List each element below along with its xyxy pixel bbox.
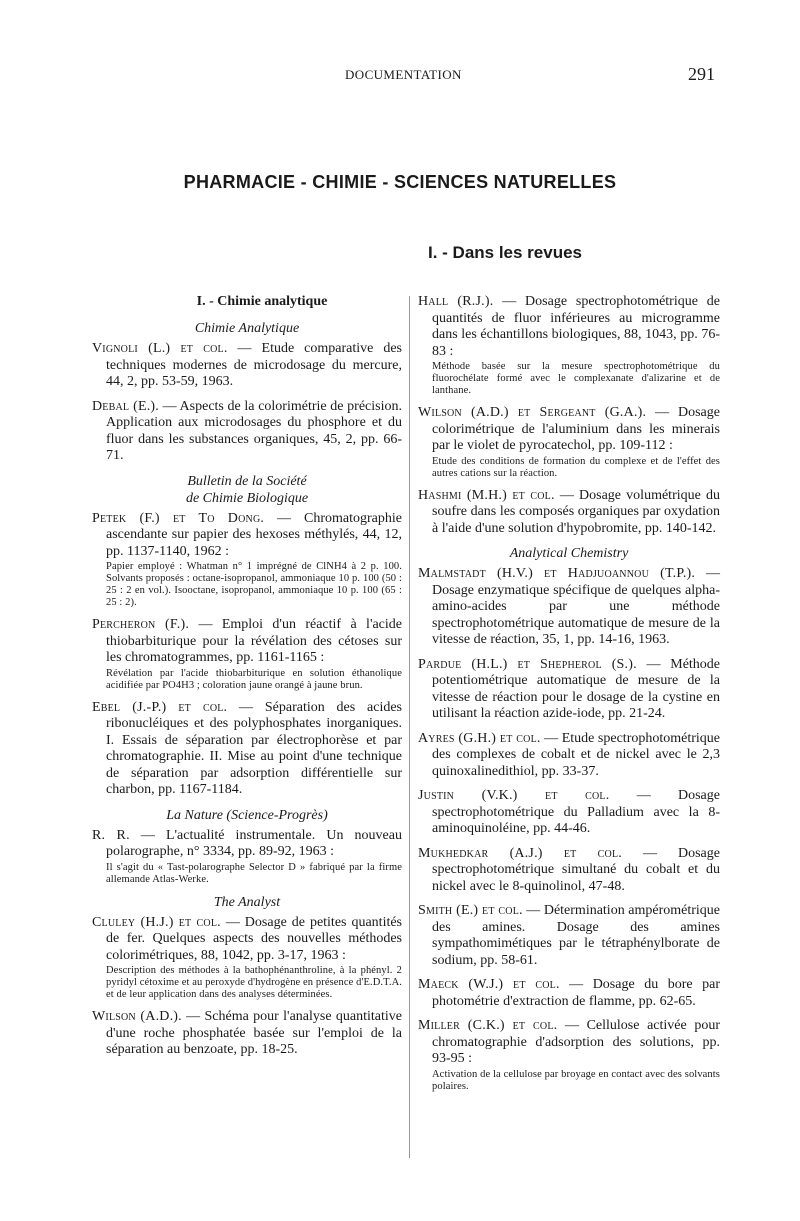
entry-text: — Emploi d'un réactif à l'acide thiobarbiturique pour la révélation des cétoses sur les chromatogrammes, pp. 1161-1165 : xyxy=(106,617,402,665)
journal-title-line: de Chimie Biologique xyxy=(185,490,309,506)
bibliography-entry xyxy=(418,846,720,896)
entry-text: — Schéma pour l'analyse quantitative d'une roche phosphatée basée sur l'emploi de la séparation au benzoate, pp. 18-25. xyxy=(106,1009,402,1057)
entry-author: Justin (V.K.) et col. xyxy=(418,788,610,803)
entry-author: Hashmi (M.H.) et col. xyxy=(418,487,555,503)
entry-text: — Séparation des acides ribonucléiques et des polyphosphates inorganiques. I. Essais de séparation par électrophorèse et par chromatographie. II. Mise au point d'une technique de séparation par adsorption différentielle sur charbon, pp. 1167-1184. xyxy=(106,699,402,797)
entry-text: — Dosage enzymatique spécifique de quelques alpha-amino-acides par une méthode spectrophotométrique automatique de mesure de la vitesse de réaction, 35, 1, pp. 14-16, 1963. xyxy=(432,566,721,647)
entry-text: — Dosage spectrophotométrique de quantités de fluor inférieures au microgramme dans les échantillons biologiques, 88, 1043, pp. 76-83 : xyxy=(432,294,720,359)
entry-text: — Dosage du bore par photométrie d'extraction de flamme, pp. 62-65. xyxy=(432,977,720,1009)
bibliography-entry xyxy=(418,488,720,538)
entry-text: — Dosage volumétrique du soufre dans les composés organiques par oxydation à l'aide d'une solution d'hypobromite, pp. 140-142. xyxy=(432,487,721,536)
entry-text: — Dosage spectrophotométrique simultané du cobalt et du nickel avec le 8-quinolinol, 47-48. xyxy=(432,845,720,894)
entry-note: Révélation par l'acide thiobarbiturique en solution éthanolique acidifiée par PO4H3 ; coloration jaune orangé à jaune brun. xyxy=(106,667,402,691)
bibliography-entry xyxy=(92,915,402,1002)
journal-title: Chimie Analytique xyxy=(194,321,300,336)
entry-author: Petek (F.) et To Dong. xyxy=(92,510,265,526)
entry-author: R. R. xyxy=(92,827,130,843)
column-divider xyxy=(409,296,410,1158)
bibliography-entry xyxy=(92,399,402,465)
entry-note: Papier employé : Whatman n° 1 imprégné de ClNH4 à 2 p. 100. Solvants proposés : octane-isopropanol, ammoniaque 10 p. 100 (50 : 25 : 2 en vol.). Isooctane, isopropanol, ammoniaque 10 p. 100 (65 : 25 : 2). xyxy=(106,561,402,608)
journal-title: La Nature (Science-Progrès) xyxy=(166,807,328,823)
page-header xyxy=(0,64,800,88)
entry-author: Wilson (A.D.). xyxy=(92,1009,182,1024)
entry-author: Debal (E.). xyxy=(92,398,159,414)
bibliography-entry xyxy=(418,1018,720,1093)
entry-author: Vignoli (L.) et col. xyxy=(92,341,228,356)
journal-title: Analytical Chemistry xyxy=(509,546,629,561)
journal-title: The Analyst xyxy=(213,894,281,910)
entry-text: — Dosage colorimétrique de l'aluminium dans les minerais par le violet de pyrocatechol, pp. 109-112 : xyxy=(432,405,720,453)
bibliography-entry xyxy=(418,294,720,397)
entry-text: — Dosage de petites quantités de fer. Quelques aspects des nouvelles méthodes colorimétriques, 88, 1042, pp. 3-17, 1963 : xyxy=(106,914,403,963)
entry-author: Miller (C.K.) et col. xyxy=(418,1018,558,1033)
entry-author: Percheron (F.). xyxy=(92,617,190,632)
page-number: 291 xyxy=(688,64,715,84)
entry-author: Malmstadt (H.V.) et Hadjuoannou (T.P.). xyxy=(418,566,696,581)
right-column xyxy=(418,294,720,1101)
entry-text: — L'actualité instrumentale. Un nouveau polarographe, n° 3334, pp. 89-92, 1963 : xyxy=(106,827,402,859)
entry-note: Activation de la cellulose par broyage en contact avec des solvants polaires. xyxy=(432,1068,720,1092)
entry-author: Ebel (J.-P.) et col. xyxy=(92,699,228,715)
journal-title-line: Bulletin de la Société xyxy=(187,473,307,489)
entry-text: — Cellulose activée pour chromatographie d'adsorption des solutions, pp. 93-95 : xyxy=(432,1018,720,1066)
bibliography-entry xyxy=(418,731,720,781)
bibliography-entry xyxy=(418,788,720,838)
section-title: I. - Dans les revues xyxy=(427,243,583,262)
entry-author: Maeck (W.J.) et col. xyxy=(418,977,560,992)
journal-title xyxy=(92,473,402,507)
entry-text: — Méthode potentiométrique automatique de mesure de la vitesse de réaction pour le dosage de la cystine en utilisant la réaction azide-iode, pp. 21-24. xyxy=(432,656,721,721)
entry-note: Il s'agit du « Tast-polarographe Selector D » fabriqué par la firme allemande Atlas-Werke. xyxy=(106,861,402,885)
bibliography-entry xyxy=(92,828,402,886)
entry-note: Méthode basée sur la mesure spectrophotométrique du fluorochélate formé avec le complexanate d'alizarine et de lanthane. xyxy=(432,361,720,396)
entry-text: — Aspects de la colorimétrie de précision. Application aux microdosages du phosphore et du fluor dans les substances organiques, 45, 2, pp. 66-71. xyxy=(106,398,402,463)
bibliography-entry xyxy=(418,657,720,723)
bibliography-entry xyxy=(418,405,720,480)
main-title: PHARMACIE - CHIMIE - SCIENCES NATURELLES xyxy=(183,172,617,192)
left-column xyxy=(92,294,402,1067)
entry-text: — Etude comparative des techniques modernes de microdosage du mercure, 44, 2, pp. 53-59, 1963. xyxy=(106,341,402,389)
entry-author: Cluley (H.J.) et col. xyxy=(92,914,221,930)
entry-author: Mukhedkar (A.J.) et col. xyxy=(418,845,622,861)
entry-author: Pardue (H.L.) et Shepherol (S.). xyxy=(418,656,637,672)
entry-author: Wilson (A.D.) et Sergeant (G.A.). xyxy=(418,405,647,420)
bibliography-entry xyxy=(418,566,720,649)
entry-author: Smith (E.) et col. xyxy=(418,903,523,918)
entry-text: — Détermination ampérométrique des amines. Dosage des amines sympathomimétiques par le tétraphénylborate de sodium, pp. 58-61. xyxy=(432,903,720,968)
bibliography-entry xyxy=(92,617,402,692)
section-heading: I. - Chimie analytique xyxy=(196,294,328,309)
entry-text: — Dosage spectrophotométrique du Palladium avec la 8-aminoquinoléine, pp. 44-46. xyxy=(432,788,720,836)
bibliography-entry xyxy=(92,700,402,799)
running-head: DOCUMENTATION xyxy=(345,67,462,82)
bibliography-entry xyxy=(418,977,720,1010)
entry-note: Description des méthodes à la bathophénanthroline, à la phényl. 2 pyridyl cétoxime et au peroxyde d'hydrogène en présence d'E.D.T.A. et de leur application dans des analyses déterminées. xyxy=(106,965,402,1000)
entry-note: Etude des conditions de formation du complexe et de l'effet des autres cations sur la réaction. xyxy=(432,455,720,479)
bibliography-entry xyxy=(418,903,720,969)
bibliography-entry xyxy=(92,341,402,391)
bibliography-entry xyxy=(92,1009,402,1059)
entry-author: Ayres (G.H.) et col. xyxy=(418,730,541,746)
entry-text: — Chromatographie ascendante sur papier des hexoses méthylés, 44, 12, pp. 1137-1140, 1962 : xyxy=(106,510,402,559)
entry-author: Hall (R.J.). xyxy=(418,294,494,309)
bibliography-entry xyxy=(92,511,402,610)
entry-text: — Etude spectrophotométrique des complexes de cobalt et de nickel avec le 2,3 quinoxalinedithiol, pp. 33-37. xyxy=(432,730,721,779)
